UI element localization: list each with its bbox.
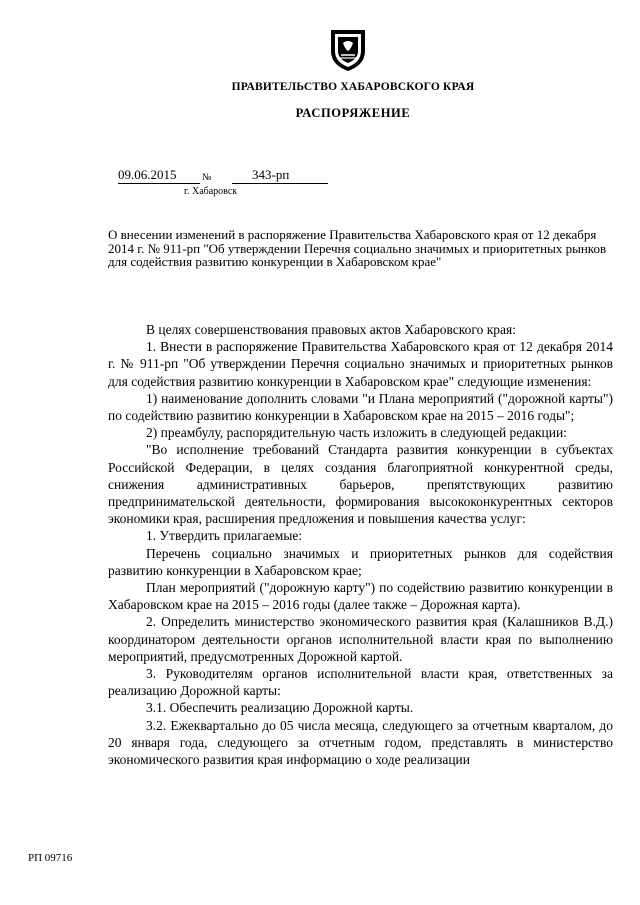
paragraph: 2. Определить министерство экономического развития края (Калашников В.Д.) координатором деятельности органов исполнительной власти края по выполнению мероприятий, предусмотренных Дорожной картой. (108, 614, 613, 664)
paragraph: 3.1. Обеспечить реализацию Дорожной карты. (146, 700, 414, 716)
paragraph: 1. Внести в распоряжение Правительства Хабаровского края от 12 декабря 2014 г. № 911-рп "Об утверждении Перечня социально значимых и приоритетных рынков для содействия развитию конкуренции в Хабаровском крае" следующие изменения: (108, 339, 613, 389)
document-date: 09.06.2015 (118, 167, 200, 184)
city: г. Хабаровск (184, 186, 238, 197)
paragraph: В целях совершенствования правовых актов Хабаровского края: (146, 322, 516, 337)
document-code: РП 09716 (28, 852, 73, 864)
paragraph: 1) наименование дополнить словами "и Плана мероприятий ("дорожной карты") по содействию развитию конкуренции в Хабаровском крае на 2015 – 2016 годы"; (108, 390, 613, 424)
paragraph: 3. Руководителям органов исполнительной власти края, ответственных за реализацию Дорожной карты: (108, 666, 613, 699)
document-body (108, 321, 613, 768)
coat-of-arms-icon (327, 27, 369, 73)
document-subject: О внесении изменений в распоряжение Правительства Хабаровского края от 12 декабря 2014 г. № 911-рп "Об утверждении Перечня социально значимых и приоритетных рынков для содействия развитию конкуренции в Хабаровском крае" (108, 227, 607, 269)
paragraph: 1. Утвердить прилагаемые: (146, 528, 303, 544)
document-number: 343-рп (232, 167, 328, 184)
document-type: РАСПОРЯЖЕНИЕ (295, 106, 411, 120)
paragraph: План мероприятий ("дорожную карту") по содействию развитию конкуренции в Хабаровском крае на 2015 – 2016 годы (далее также – Дорожная карта). (108, 580, 613, 613)
number-label: № (202, 172, 212, 183)
paragraph: 3.2. Ежеквартально до 05 числа месяца, следующего за отчетным кварталом, до 20 января года, следующего за отчетным годом, представлять в министерство экономического развития края информацию о ходе реализации (108, 717, 613, 768)
paragraph: "Во исполнение требований Стандарта развития конкуренции в субъектах Российской Федерации, в целях создания благоприятной конкурентной среды, снижения административных барьеров, препятствующих развитию предпринимательской деятельности, формирования высококонкурентных секторов экономики края, расширения предложения и повышения качества услуг: (108, 442, 613, 527)
paragraph: Перечень социально значимых и приоритетных рынков для содействия развитию конкуренции в Хабаровском крае; (108, 545, 613, 578)
paragraph: 2) преамбулу, распорядительную часть изложить в следующей редакции: (146, 425, 567, 441)
organization-name: ПРАВИТЕЛЬСТВО ХАБАРОВСКОГО КРАЯ (231, 81, 475, 93)
